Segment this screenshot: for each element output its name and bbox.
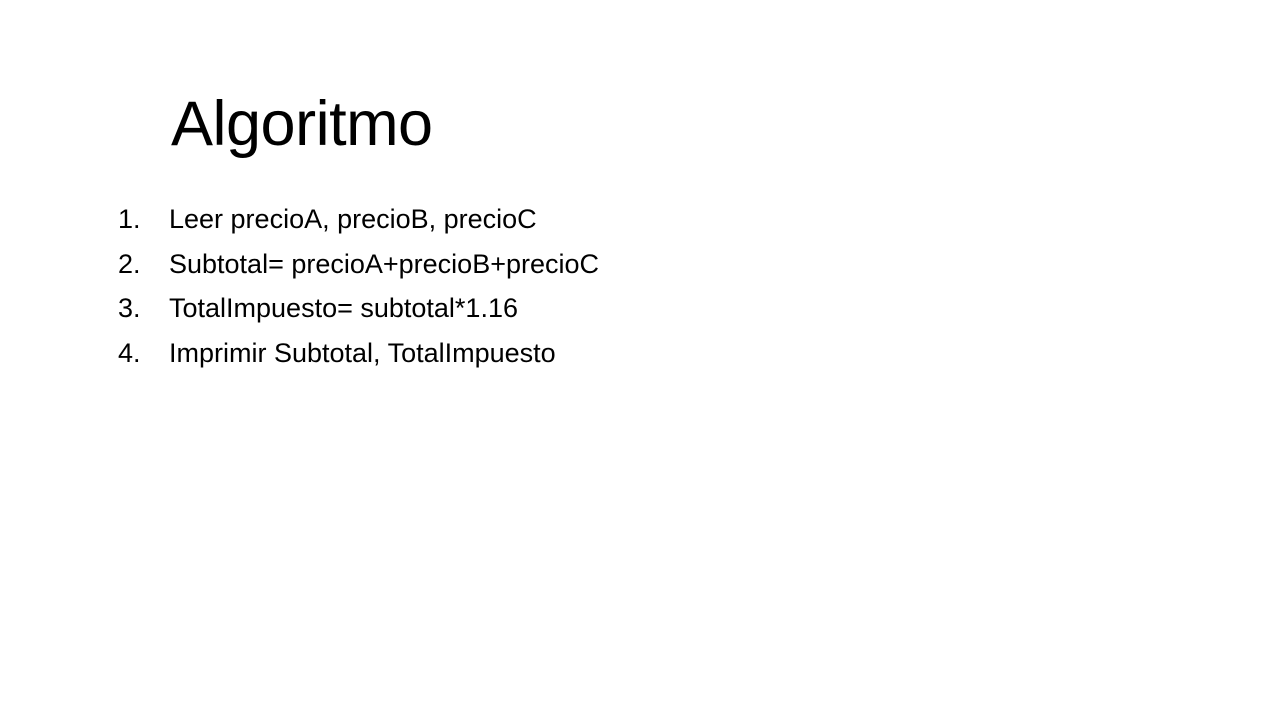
step-number: 1.	[118, 204, 141, 234]
step-text: Imprimir Subtotal, TotalImpuesto	[169, 337, 556, 368]
list-item	[118, 293, 599, 338]
algorithm-steps-list	[118, 204, 599, 382]
step-text: Subtotal= precioA+precioB+precioC	[169, 248, 600, 279]
step-number: 4.	[118, 337, 141, 368]
slide-title: Algoritmo	[171, 89, 433, 159]
step-number: 3.	[118, 293, 141, 323]
step-number: 2.	[118, 248, 141, 279]
list-item	[118, 204, 599, 249]
list-item	[118, 338, 599, 383]
step-text: Leer precioA, precioB, precioC	[169, 204, 537, 234]
list-item	[118, 249, 599, 294]
step-text: TotalImpuesto= subtotal*1.16	[169, 293, 518, 323]
